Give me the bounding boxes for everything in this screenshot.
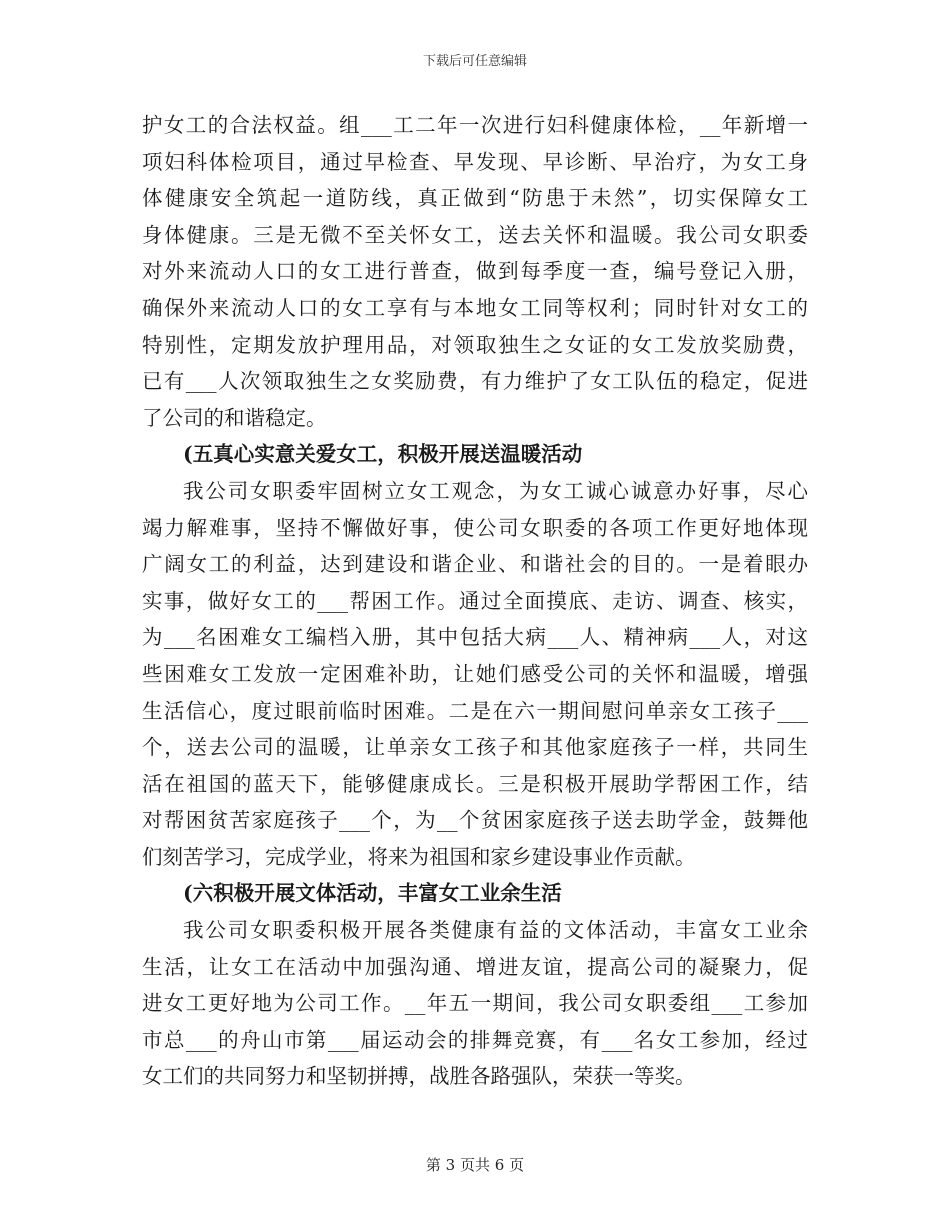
page-number-footer: 第 3 页共 6 页 bbox=[425, 1156, 525, 1174]
section-six bbox=[142, 875, 808, 1095]
paragraph-line: 广阔女工的利益，达到建设和谐企业、和谐社会的目的。一是着眼办 bbox=[142, 552, 808, 577]
paragraph-line: 特别性，定期发放护理用品，对领取独生之女证的女工发放奖励费， bbox=[142, 332, 808, 357]
paragraph-line: 对帮困贫苦家庭孩子___个，为__个贫困家庭孩子送去助学金，鼓舞他 bbox=[142, 808, 808, 833]
paragraph-line: 我公司女职委牢固树立女工观念，为女工诚心诚意办好事，尽心 bbox=[183, 478, 808, 503]
paragraph-line: 对外来流动人口的女工进行普查，做到每季度一查，编号登记入册， bbox=[142, 259, 808, 284]
section-five bbox=[142, 436, 808, 875]
paragraph-line: 我公司女职委积极开展各类健康有益的文体活动，丰富女工业余 bbox=[183, 918, 808, 943]
paragraph-line: 身体健康。三是无微不至关怀女工，送去关怀和温暖。我公司女职委 bbox=[142, 222, 808, 247]
paragraph-line: 了公司的和谐稳定。 bbox=[142, 405, 327, 430]
paragraph-line: 生活信心，度过眼前临时困难。二是在六一期间慰问单亲女工孩子___ bbox=[142, 698, 808, 723]
paragraph-line: 市总___的舟山市第___届运动会的排舞竞赛，有___名女工参加，经过 bbox=[142, 1027, 808, 1052]
paragraph-line: 个，送去公司的温暖，让单亲女工孩子和其他家庭孩子一样，共同生 bbox=[142, 735, 808, 760]
paragraph-line: 些困难女工发放一定困难补助，让她们感受公司的关怀和温暖，增强 bbox=[142, 661, 808, 686]
paragraph-line: 女工们的共同努力和坚韧拼搏，战胜各路强队，荣获一等奖。 bbox=[142, 1064, 696, 1089]
paragraph-continued bbox=[142, 107, 808, 436]
paragraph-line: 护女工的合法权益。组___工二年一次进行妇科健康体检，__年新增一 bbox=[142, 113, 808, 137]
paragraph-line: 体健康安全筑起一道防线，真正做到“防患于未然”，切实保障女工 bbox=[142, 186, 808, 211]
paragraph-line: 生活，让女工在活动中加强沟通、增进友谊，提高公司的凝聚力，促 bbox=[142, 954, 808, 979]
paragraph-line: 为___名困难女工编档入册，其中包括大病___人、精神病___人，对这 bbox=[142, 625, 808, 650]
paragraph-line: 活在祖国的蓝天下，能够健康成长。三是积极开展助学帮困工作，结 bbox=[142, 771, 808, 796]
paragraph-line: 竭力解难事，坚持不懈做好事，使公司女职委的各项工作更好地体现 bbox=[142, 515, 808, 540]
paragraph-line: 项妇科体检项目，通过早检查、早发现、早诊断、早治疗，为女工身 bbox=[142, 149, 808, 174]
section-heading: (六积极开展文体活动，丰富女工业余生活 bbox=[183, 881, 562, 906]
paragraph-line: 已有___人次领取独生之女奖励费，有力维护了女工队伍的稳定，促进 bbox=[142, 369, 808, 394]
paragraph-line: 们刻苦学习，完成学业，将来为祖国和家乡建设事业作贡献。 bbox=[142, 844, 696, 869]
document-body bbox=[142, 107, 808, 1095]
section-heading: (五真心实意关爱女工，积极开展送温暖活动 bbox=[183, 442, 583, 467]
paragraph-line: 进女工更好地为公司工作。__年五一期间，我公司女职委组___工参加 bbox=[142, 991, 808, 1016]
paragraph-line: 确保外来流动人口的女工享有与本地女工同等权利；同时针对女工的 bbox=[142, 295, 808, 320]
page-header-note: 下载后可任意编辑 bbox=[422, 54, 527, 69]
paragraph-line: 实事，做好女工的___帮困工作。通过全面摸底、走访、调查、核实， bbox=[142, 588, 808, 613]
